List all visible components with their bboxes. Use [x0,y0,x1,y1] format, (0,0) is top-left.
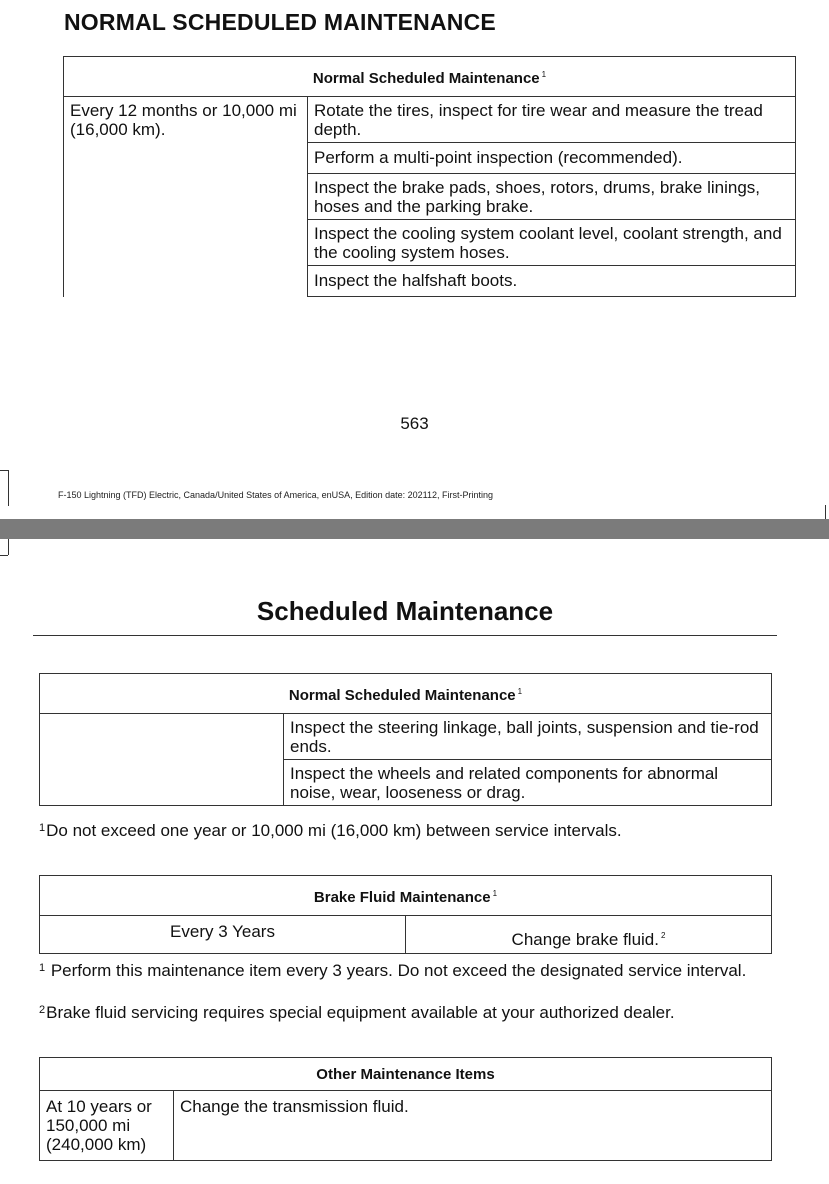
table-row: Inspect the brake pads, shoes, rotors, drums, brake linings, hoses and the parking brake. [308,174,796,220]
page-divider [0,519,829,539]
normal-maintenance-table [63,56,796,297]
heading-rule [33,635,777,636]
table-row: Perform a multi-point inspection (recommended). [308,143,796,174]
crop-mark [825,505,826,519]
other-maintenance-table [39,1057,772,1161]
normal-maintenance-table-continued [39,673,772,806]
interval-cell [40,714,284,806]
table-header: Other Maintenance Items [40,1058,772,1091]
interval-cell: Every 3 Years [40,916,406,954]
table-row: Rotate the tires, inspect for tire wear and measure the tread depth. [308,97,796,143]
footnote: $^2$Brake fluid servicing requires special equipment available at your authorized dealer. [39,1003,675,1022]
table-row: Inspect the halfshaft boots. [308,266,796,297]
section-heading: NORMAL SCHEDULED MAINTENANCE [64,9,496,35]
table-row: Change brake fluid. $^2$ [406,916,772,954]
table-row: Inspect the steering linkage, ball joints, suspension and tie-rod ends. [284,714,772,760]
edition-line: F-150 Lightning (TFD) Electric, Canada/United States of America, enUSA, Edition date: 202112, First-Printing [58,490,494,500]
table-row: Inspect the wheels and related components for abnormal noise, wear, looseness or drag. [284,760,772,806]
interval-cell: Every 12 months or 10,000 mi (16,000 km). [64,97,308,297]
footnote: $^1$ Perform this maintenance item every 3 years. Do not exceed the designated service interval. [39,961,747,980]
table-row: Inspect the cooling system coolant level, coolant strength, and the cooling system hoses. [308,220,796,266]
interval-cell: At 10 years or 150,000 mi (240,000 km) [40,1091,174,1161]
footnote: $^1$Do not exceed one year or 10,000 mi (16,000 km) between service intervals. [39,821,622,840]
table-header: Normal Scheduled Maintenance $^1$ [40,674,772,714]
table-header: Brake Fluid Maintenance $^1$ [40,876,772,916]
page-title: Scheduled Maintenance [256,596,554,626]
table-header: Normal Scheduled Maintenance $^1$ [64,57,796,97]
page-number: 563 [400,414,429,433]
table-row: Change the transmission fluid. [174,1091,772,1161]
crop-mark [0,555,8,556]
crop-mark [0,470,8,471]
brake-fluid-table [39,875,772,954]
crop-mark [8,470,9,506]
